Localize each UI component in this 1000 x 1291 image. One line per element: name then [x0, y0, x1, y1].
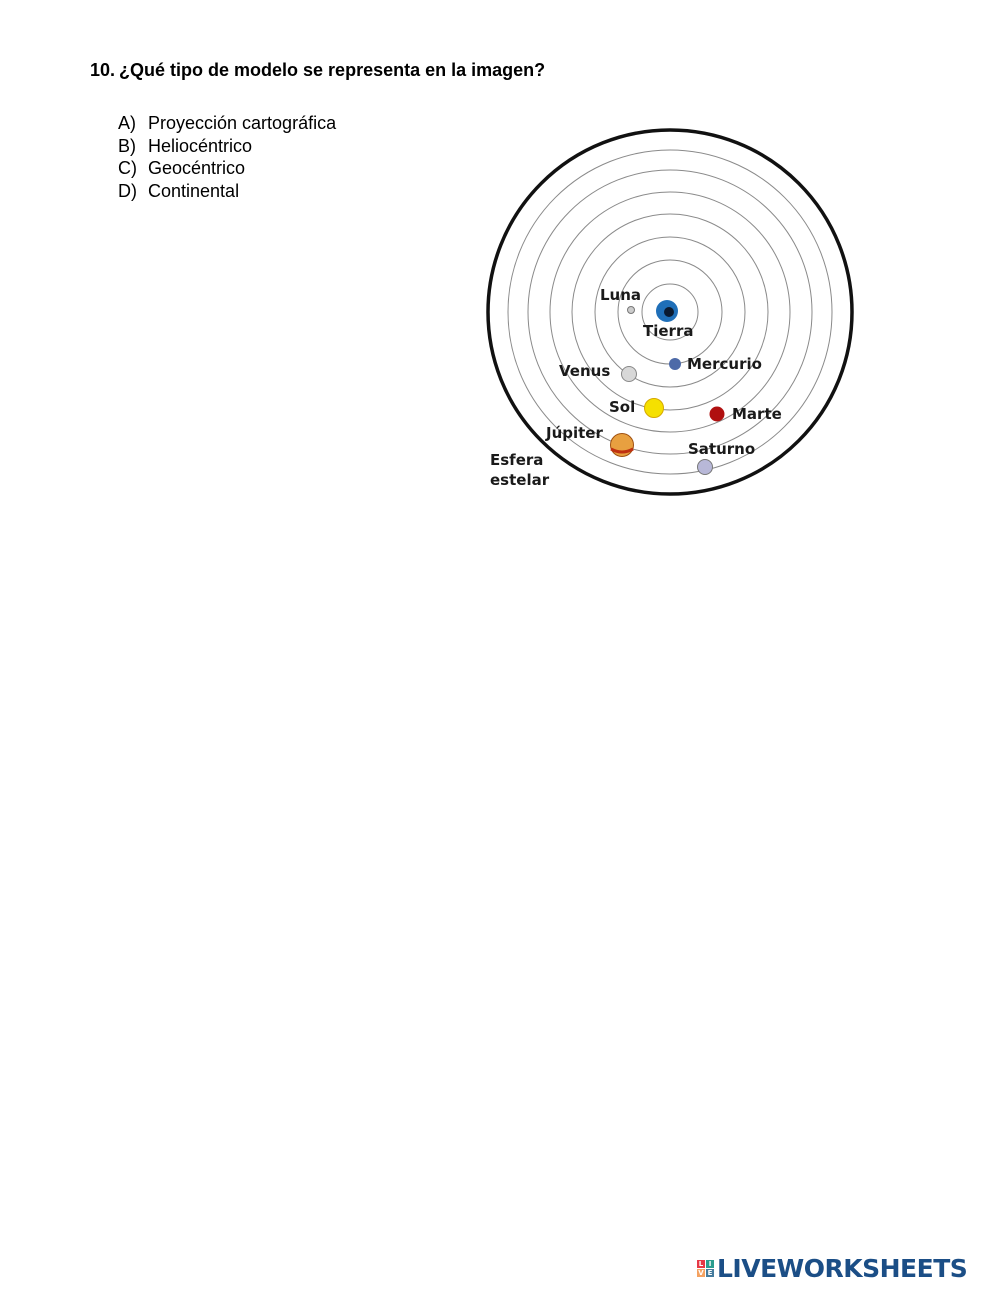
sun-planet [645, 399, 664, 418]
option-letter: C) [118, 158, 137, 178]
orbit-diagram-svg [480, 122, 860, 502]
mercury-planet [669, 358, 681, 370]
option-letter: A) [118, 113, 136, 133]
liveworksheets-logo[interactable] [697, 1254, 967, 1283]
saturn-planet [698, 460, 713, 475]
option-text: Proyección cartográfica [148, 113, 337, 133]
label-tierra: Tierra [643, 322, 694, 340]
logo-letter: V [698, 1269, 704, 1277]
label-estelar: estelar [490, 471, 550, 489]
logo-letter: I [706, 1260, 714, 1268]
logo-icon [697, 1260, 714, 1277]
option-letter: D) [118, 180, 137, 201]
label-esfera: Esfera [490, 451, 544, 469]
option-c[interactable] [118, 157, 336, 180]
label-jupiter: Júpiter [546, 424, 603, 442]
earth-shadow [664, 307, 674, 317]
moon-planet [628, 307, 635, 314]
logo-text: LIVEWORKSHEETS [717, 1254, 968, 1283]
option-text: Geocéntrico [148, 158, 246, 178]
option-a[interactable] [118, 112, 336, 135]
option-b[interactable] [118, 135, 336, 158]
geocentric-model-diagram [480, 122, 860, 502]
answer-options [118, 112, 336, 202]
label-marte: Marte [732, 405, 782, 423]
logo-letter: L [698, 1260, 704, 1268]
option-text: Heliocéntrico [148, 135, 253, 156]
label-luna: Luna [600, 286, 642, 304]
label-sol: Sol [609, 398, 636, 416]
question-text: ¿Qué tipo de modelo se representa en la imagen? [119, 60, 546, 80]
question-number: 10. [90, 60, 116, 80]
label-mercurio: Mercurio [687, 355, 762, 373]
question [90, 60, 545, 81]
mars-planet [710, 407, 725, 422]
venus-planet [622, 367, 637, 382]
label-saturno: Saturno [688, 440, 756, 458]
label-venus: Venus [559, 362, 611, 380]
option-letter: B) [118, 135, 136, 156]
logo-letter: E [707, 1269, 713, 1277]
option-d[interactable] [118, 180, 336, 203]
option-text: Continental [148, 180, 240, 201]
